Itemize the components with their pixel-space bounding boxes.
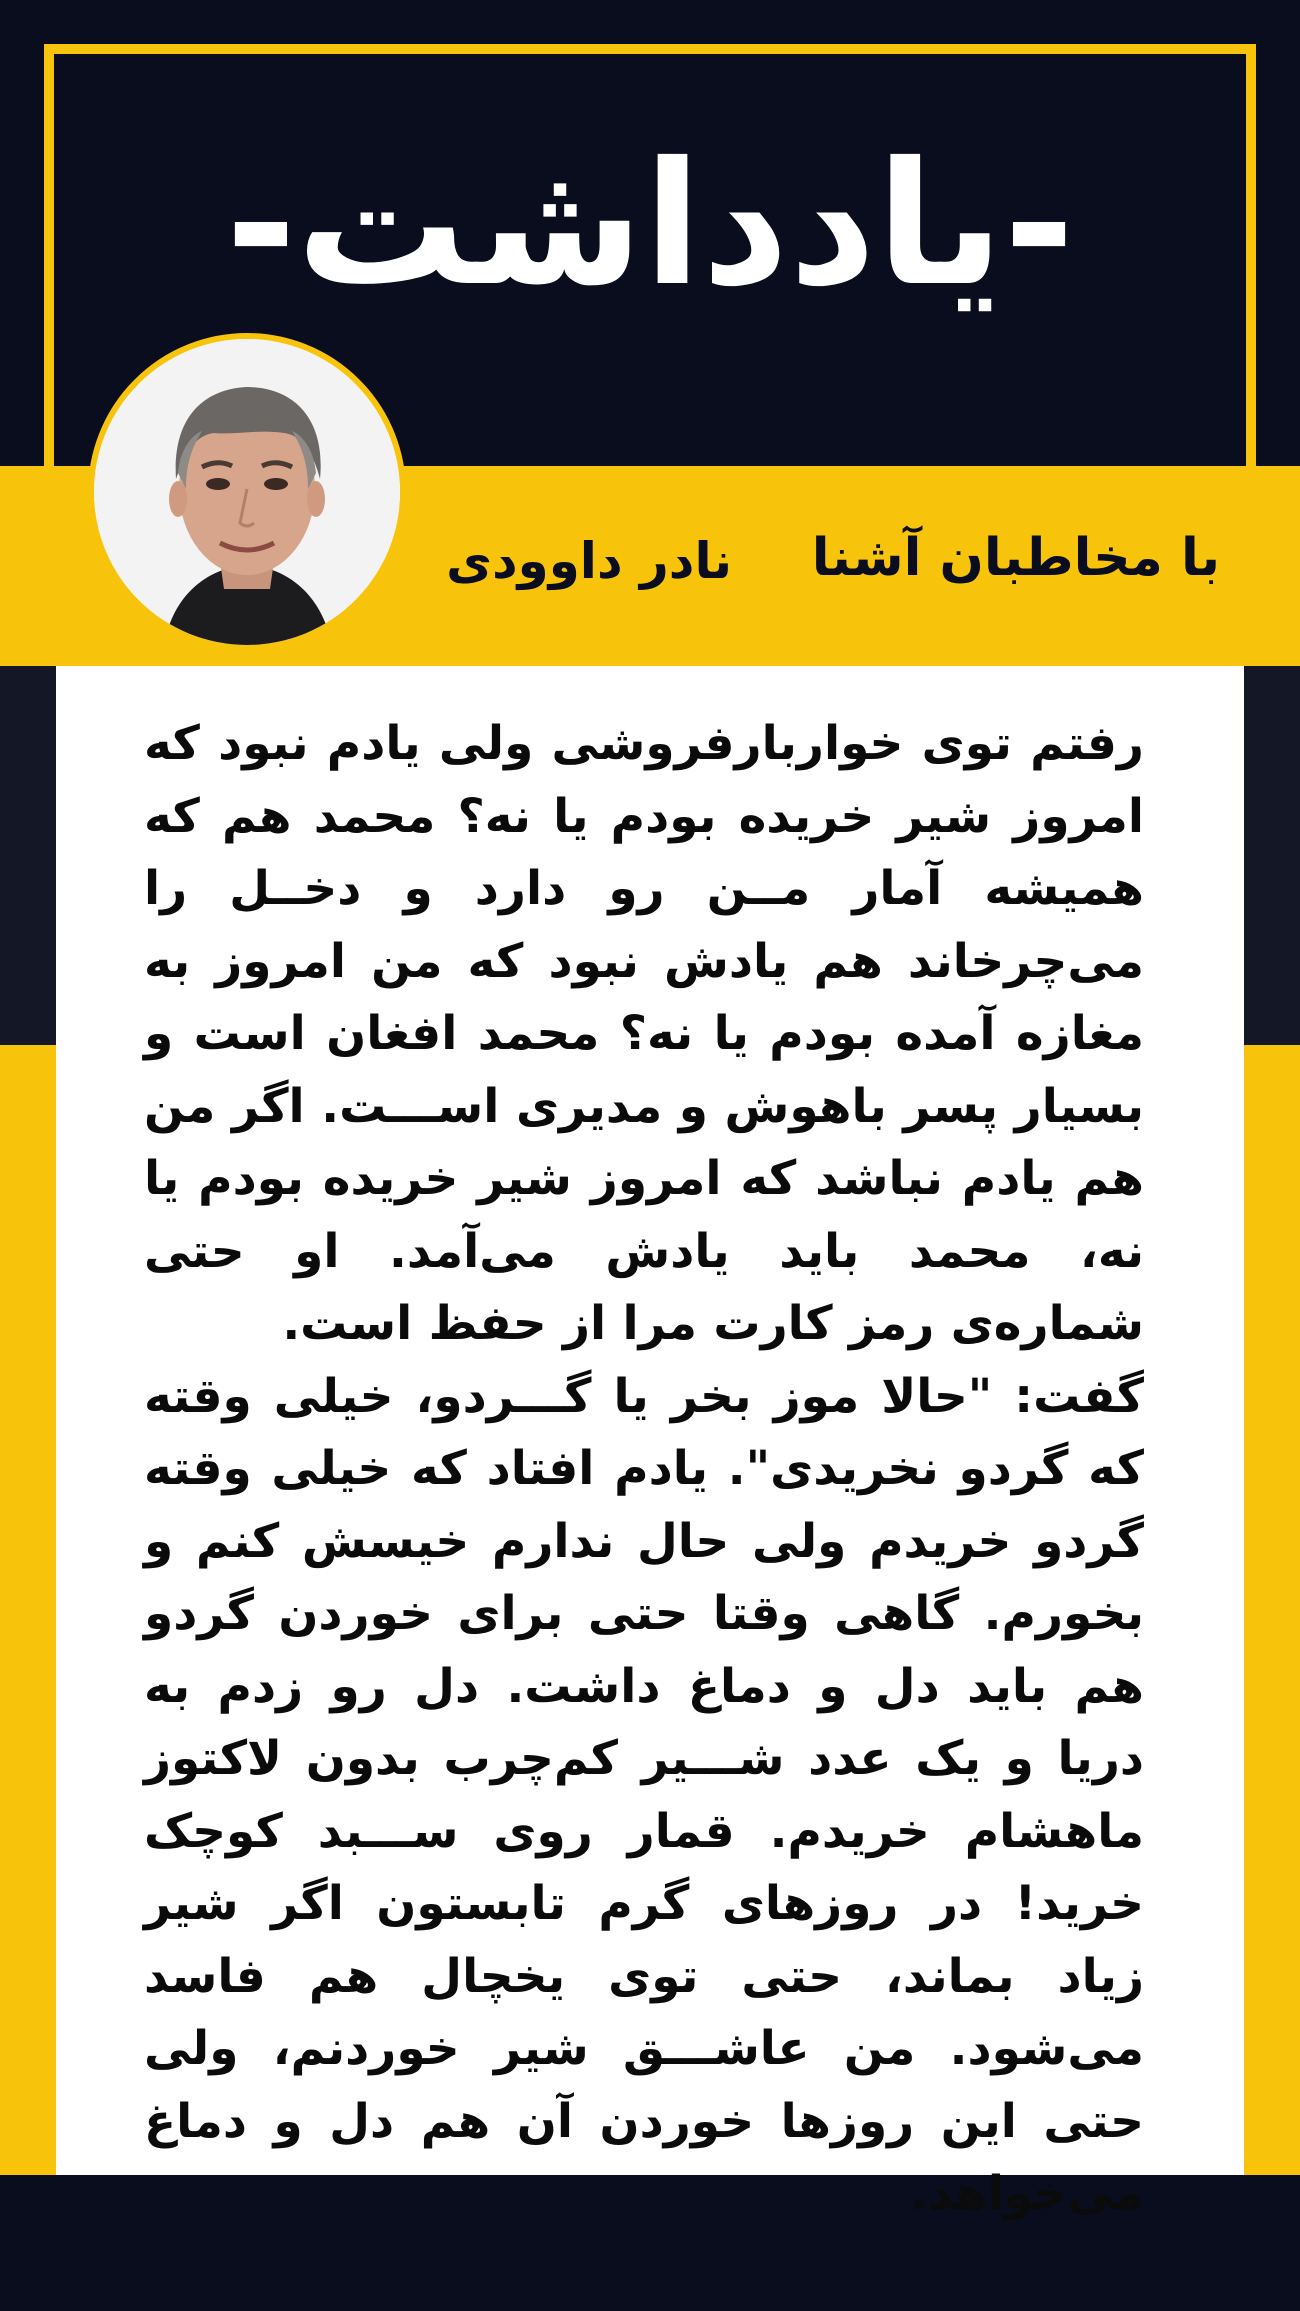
article-body	[56, 666, 1244, 2221]
side-panel-right	[1244, 666, 1300, 1045]
author-portrait-icon	[94, 339, 400, 645]
side-stripe-left	[0, 1045, 56, 2175]
author-name: نادر داوودی	[446, 532, 732, 590]
article-paragraph: گفت: "حالا موز بخر یا گـــردو، خیلی وقته که گردو نخریدی". یادم افتاد که خیلی وقته گردو خریدم ولی حال ندارم خیسش کنم و بخورم. گاهی وقتا حتی برای خوردن گردو هم باید دل و دماغ داشت. دل رو زدم به دریا و یک عدد شـــیر کم‌چرب بدون لاکتوز ماهشام خریدم. قمار روی ســـبد کوچک خرید! در روزهای گرم تابستون اگر شیر زیاد بماند، حتی توی یخچال هم فاسد می‌شود. من عاشـــق شیر خوردنم، ولی حتی این روزها خوردن آن هم دل و دماغ می‌خواهد.	[144, 1368, 1144, 2221]
article-paragraph: رفتم توی خواربارفروشی ولی یادم نبود که امروز شیر خریده بودم یا نه؟ محمد هم که همیشه آمار مــن رو دارد و دخــل را می‌چرخاند هم یادش نبود که من امروز به مغازه آمده بودم یا نه؟ محمد افغان است و بسیار پسر باهوش و مدیری اســـت. اگر من هم یادم نباشد که امروز شیر خریده بودم یا نه، محمد باید یادش می‌آمد. او حتی شماره‌ی رمز کارت مرا از حفظ است.	[144, 716, 1144, 1351]
author-avatar	[88, 333, 406, 651]
column-name: با مخاطبان آشنا	[811, 528, 1220, 588]
side-stripe-right	[1244, 1045, 1300, 2175]
side-panel-left	[0, 666, 56, 1045]
page-title: -یادداشت-	[225, 126, 1075, 324]
